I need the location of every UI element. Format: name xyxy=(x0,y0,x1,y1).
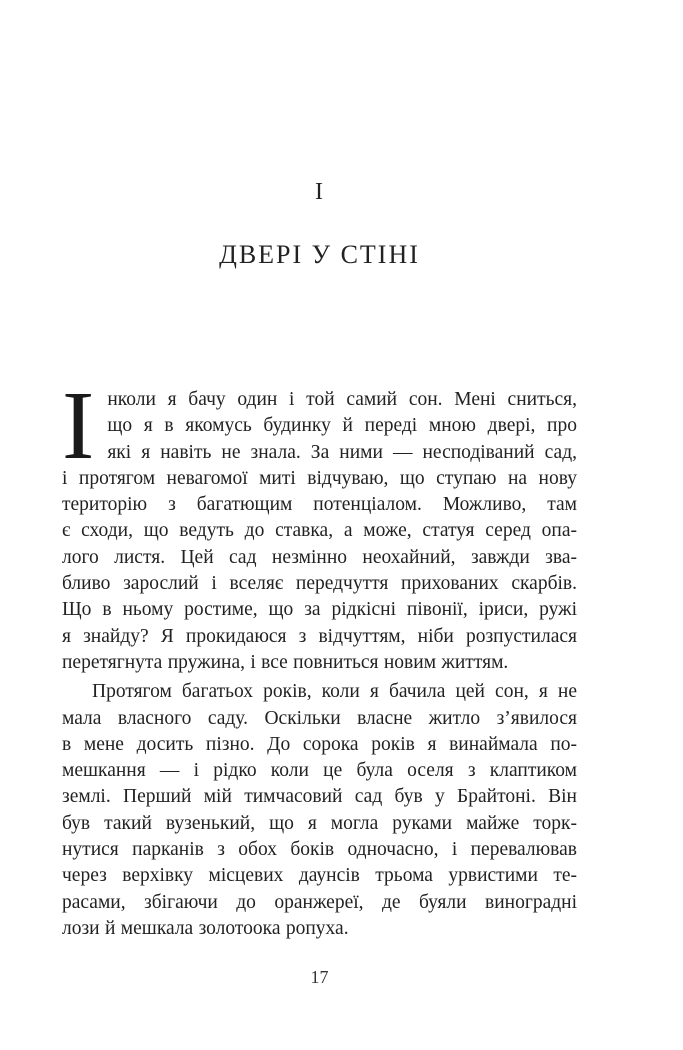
text-line: перетягнута пружина, і все повниться новим життям. xyxy=(62,651,509,673)
text-line: є сходи, що ведуть до ставка, а може, статуя серед опа- xyxy=(62,520,577,542)
text-line: нколи я бачу один і той самий сон. Мені сниться, xyxy=(107,389,577,410)
text-line: і протягом невагомої миті відчуваю, що ступаю на нову xyxy=(62,467,577,489)
drop-cap: І xyxy=(62,372,95,479)
chapter-number: І xyxy=(315,179,324,205)
chapter-title: ДВЕРІ У СТІНІ xyxy=(219,240,420,269)
paragraph-1-lines xyxy=(62,372,577,676)
paragraph-1 xyxy=(62,372,577,676)
text-line: територію з багатющим потенціалом. Можливо, там xyxy=(62,494,577,516)
text-line: був такий вузенький, що я могла руками майже торк- xyxy=(62,812,577,834)
text-line: нутися парканів з обох боків одночасно, і перевалював xyxy=(62,839,577,861)
paragraph-2-lines xyxy=(62,679,577,942)
text-line: через верхівку місцевих даунсів трьома урвистими те- xyxy=(62,865,577,887)
text-line: в мене досить пізно. До сорока років я винаймала по- xyxy=(62,733,577,755)
text-line: лози й мешкала золотоока ропуха. xyxy=(62,917,349,939)
text-line: Що в ньому ростиме, що за рідкісні півонії, іриси, ружі xyxy=(62,599,577,621)
text-line: лого листя. Цей сад незмінно неохайний, завжди зва- xyxy=(62,546,577,568)
body-text xyxy=(62,372,577,942)
page-number: 17 xyxy=(310,967,329,988)
text-line: що я в якомусь будинку й переді мною двері, про xyxy=(107,415,577,437)
text-block xyxy=(62,0,577,988)
text-line: расами, збігаючи до оранжереї, де буяли виноградні xyxy=(62,891,577,913)
text-line: землі. Перший мій тимчасовий сад був у Брайтоні. Він xyxy=(62,786,577,808)
paragraph-2 xyxy=(62,679,577,942)
text-line: бливо зарослий і вселяє передчуття прихованих скарбів. xyxy=(62,573,577,595)
text-line: мешкання — і рідко коли це була оселя з клаптиком xyxy=(62,760,577,782)
text-line: мала власного саду. Оскільки власне житло з’явилося xyxy=(62,707,577,729)
text-line: які я навіть не знала. За ними — несподіваний сад, xyxy=(107,441,577,463)
text-line: Протягом багатьох років, коли я бачила цей сон, я не xyxy=(92,681,577,703)
text-line: я знайду? Я прокидаюся з відчуттям, ніби розпустилася xyxy=(62,625,577,647)
